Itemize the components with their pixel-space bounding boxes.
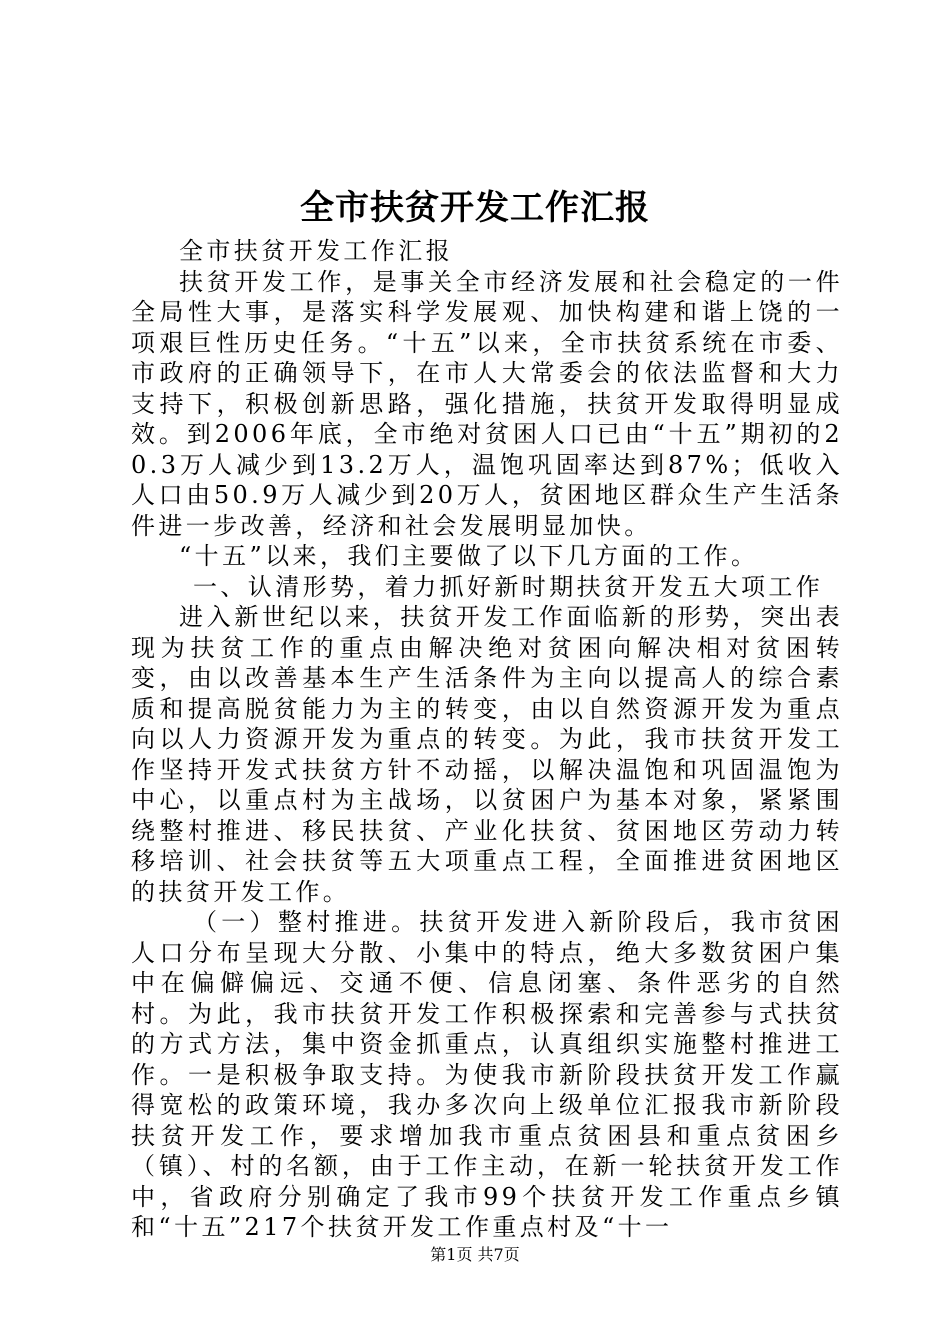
document-body [131, 236, 843, 1243]
paragraph-new-situation: 进入新世纪以来，扶贫开发工作面临新的形势，突出表现为扶贫工作的重点由解决绝对贫困向解决相对贫困转变，由以改善基本生产生活条件为主向以提高人的综合素质和提高脱贫能力为主的转变，由以自然资源开发为重点向以人力资源开发为重点的转变。为此，我市扶贫开发工作坚持开发式扶贫方针不动摇，以解决温饱和巩固温饱为中心，以重点村为主战场，以贫困户为基本对象，紧紧围绕整村推进、移民扶贫、产业化扶贫、贫困地区劳动力转移培训、社会扶贫等五大项重点工程，全面推进贫困地区的扶贫开发工作。 [131, 603, 843, 906]
paragraph-subtitle: 全市扶贫开发工作汇报 [179, 237, 453, 265]
document-title: 全市扶贫开发工作汇报 [300, 188, 650, 228]
paragraph-village-advance: （一）整村推进。扶贫开发进入新阶段后，我市贫困人口分布呈现大分散、小集中的特点，绝大多数贫困户集中在偏僻偏远、交通不便、信息闭塞、条件恶劣的自然村。为此，我市扶贫开发工作积极探索和完善参与式扶贫的方式方法，集中资金抓重点，认真组织实施整村推进工作。一是积极争取支持。为使我市新阶段扶贫开发工作赢得宽松的政策环境，我办多次向上级单位汇报我市新阶段扶贫开发工作，要求增加我市重点贫困县和重点贫困乡（镇）、村的名额，由于工作主动，在新一轮扶贫开发工作中，省政府分别确定了我市99个扶贫开发工作重点乡镇和“十五”217个扶贫开发工作重点村及“十一 [131, 908, 843, 1241]
page-indicator: 第1页 共7页 [430, 1245, 520, 1264]
section-heading-1: 一、认清形势，着力抓好新时期扶贫开发五大项工作 [193, 572, 824, 601]
paragraph-summary: “十五”以来，我们主要做了以下几方面的工作。 [179, 542, 759, 570]
paragraph-intro: 扶贫开发工作，是事关全市经济发展和社会稳定的一件全局性大事，是落实科学发展观、加快构建和谐上饶的一项艰巨性历史任务。“十五”以来，全市扶贫系统在市委、市政府的正确领导下，在市人大常委会的依法监督和大力支持下，积极创新思路，强化措施，扶贫开发取得明显成效。到2006年底，全市绝对贫困人口已由“十五”期初的20.3万人减少到13.2万人，温饱巩固率达到87%；低收入人口由50.9万人减少到20万人，贫困地区群众生产生活条件进一步改善，经济和社会发展明显加快。 [131, 267, 843, 540]
